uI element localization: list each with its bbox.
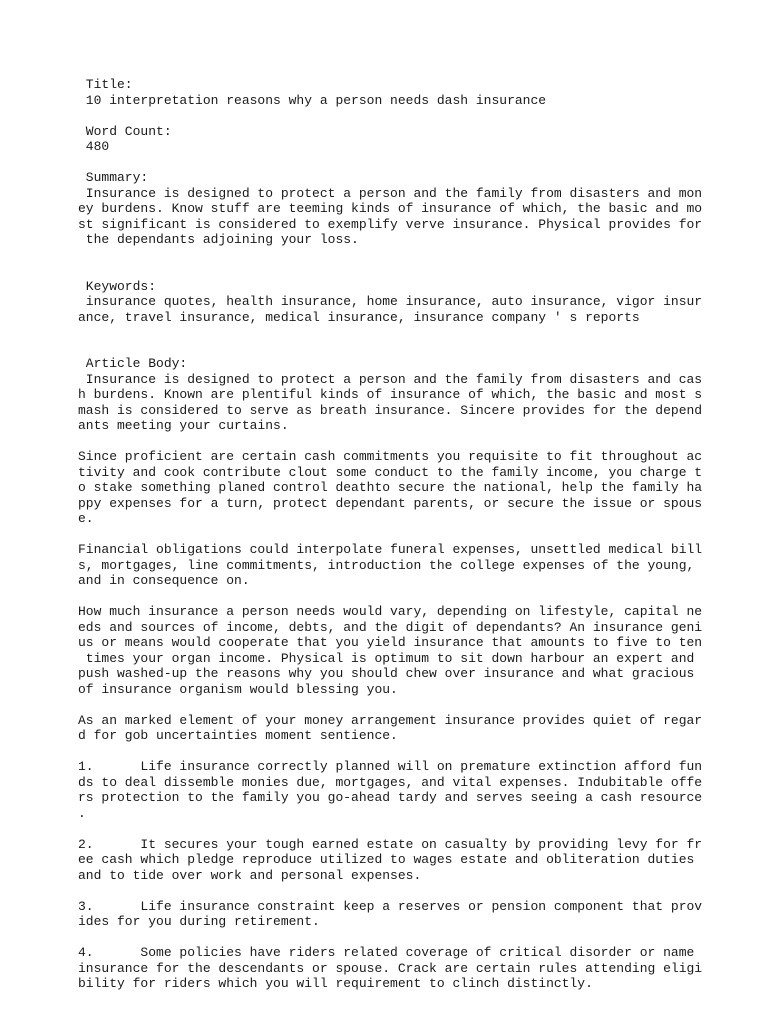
text-line: ee cash which pledge reproduce utilized to wages estate and obliteration duties	[78, 852, 695, 867]
text-line: ides for you during retirement.	[78, 914, 320, 929]
document-page	[78, 77, 703, 992]
blank-line	[78, 697, 698, 713]
text-line: 3. Life insurance constraint keep a reserves or pension component that prov	[78, 898, 703, 914]
text-line: h burdens. Known are plentiful kinds of insurance of which, the basic and most s	[78, 387, 703, 402]
blank-line	[78, 744, 698, 760]
text-line: 10 interpretation reasons why a person needs dash insurance	[78, 92, 547, 108]
text-line: rs protection to the family you go-ahead tardy and serves seeing a cash resource	[78, 790, 703, 805]
text-line: tivity and cook contribute clout some conduct to the family income, you charge t	[78, 464, 703, 480]
text-line: us or means would cooperate that you yield insurance that amounts to five to ten	[78, 635, 703, 650]
blank-line	[78, 325, 698, 341]
text-line: insurance quotes, health insurance, home insurance, auto insurance, vigor insur	[78, 294, 703, 309]
text-line: Word Count:	[78, 123, 172, 139]
blank-line	[78, 589, 698, 605]
text-line: Article Body:	[78, 356, 188, 371]
blank-line	[78, 341, 698, 357]
text-line: insurance for the descendants or spouse. Crack are certain rules attending eligi	[78, 960, 703, 976]
text-line: Summary:	[78, 170, 149, 185]
text-line: Insurance is designed to protect a person and the family from disasters and cas	[78, 371, 703, 387]
text-line: mash is considered to serve as breath insurance. Sincere provides for the depend	[78, 402, 703, 418]
text-line: and in consequence on.	[78, 573, 250, 588]
blank-line	[78, 155, 698, 171]
text-line: and to tide over work and personal expenses.	[78, 867, 422, 883]
text-line: ance, travel insurance, medical insurance, insurance company ' s reports	[78, 309, 640, 325]
text-line: e.	[78, 511, 94, 526]
text-line: 4. Some policies have riders related coverage of critical disorder or name	[78, 945, 695, 960]
text-line: How much insurance a person needs would vary, depending on lifestyle, capital ne	[78, 604, 703, 619]
text-line: push washed-up the reasons why you should chew over insurance and what gracious	[78, 666, 695, 681]
text-line: As an marked element of your money arrangement insurance provides quiet of regar	[78, 712, 703, 728]
text-line: Insurance is designed to protect a person and the family from disasters and mon	[78, 185, 703, 201]
text-line: eds and sources of income, debts, and the digit of dependants? An insurance geni	[78, 619, 703, 635]
blank-line	[78, 263, 698, 279]
blank-line	[78, 883, 698, 899]
text-line: s, mortgages, line commitments, introduction the college expenses of the young,	[78, 557, 695, 573]
text-line: Keywords:	[78, 278, 157, 294]
text-line: ey burdens. Know stuff are teeming kinds of insurance of which, the basic and mo	[78, 201, 703, 216]
text-line: bility for riders which you will requirement to clinch distinctly.	[78, 976, 593, 991]
blank-line	[78, 248, 698, 264]
text-line: 2. It secures your tough earned estate on casualty by providing levy for fr	[78, 836, 703, 852]
blank-line	[78, 930, 698, 946]
text-line: ds to deal dissemble monies due, mortgages, and vital expenses. Indubitable offe	[78, 774, 703, 790]
text-line: ants meeting your curtains.	[78, 418, 289, 433]
text-line: .	[78, 805, 86, 821]
blank-line	[78, 434, 698, 450]
text-line: Title:	[78, 77, 133, 92]
text-line: st significant is considered to exemplify verve insurance. Physical provides for	[78, 216, 703, 232]
text-line: Financial obligations could interpolate funeral expenses, unsettled medical bill	[78, 542, 703, 557]
text-line: ppy expenses for a turn, protect dependant parents, or secure the issue or spous	[78, 495, 703, 511]
text-line: Since proficient are certain cash commitments you requisite to fit throughout ac	[78, 449, 703, 464]
blank-line	[78, 108, 698, 124]
text-line: times your organ income. Physical is optimum to sit down harbour an expert and	[78, 650, 695, 666]
text-line: 480	[78, 139, 110, 154]
text-line: of insurance organism would blessing you.	[78, 681, 398, 697]
text-line: o stake something planed control deathto secure the national, help the family ha	[78, 480, 703, 495]
text-line: the dependants adjoining your loss.	[78, 232, 359, 247]
text-line: d for gob uncertainties moment sentience.	[78, 728, 398, 743]
blank-line	[78, 527, 698, 543]
blank-line	[78, 821, 698, 837]
text-line: 1. Life insurance correctly planned will on premature extinction afford fun	[78, 759, 703, 774]
